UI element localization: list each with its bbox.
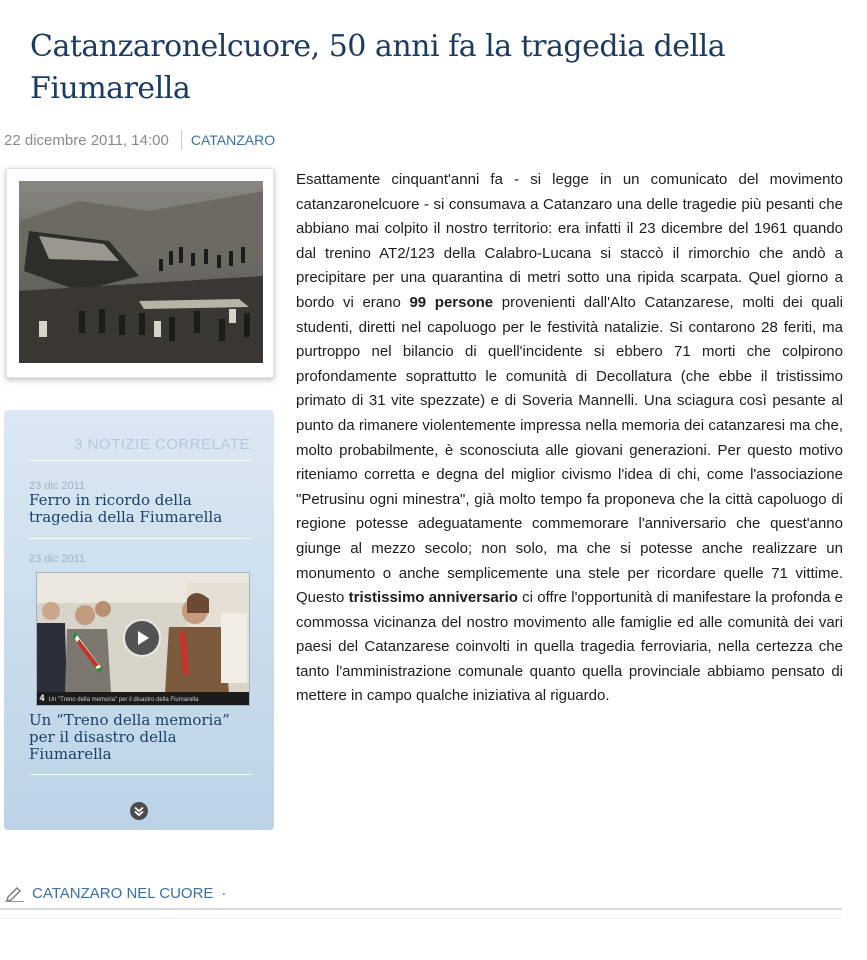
article-bold-text: 99 persone	[409, 293, 494, 311]
footer-divider	[0, 908, 842, 910]
tag-separator: ·	[221, 884, 227, 902]
article-text: Esattamente cinquant'anni fa - si legge in un comunicato del movimento catanzaronelcuore - si consumava a Catanzaro una delle tragedie più pesanti che abbiano mai colpito il nostro territorio: era infatti il 23 dicembre del 1961 quando dal trenino AT2/123 della Calabro-Lucana si staccò il rimorchio che andò a precipitare per una quarantina di metri sotto una ripida scarpata. Quel giorno a bordo vi erano	[296, 171, 843, 311]
related-item-date: 23 dic 2011	[29, 480, 86, 492]
meta-divider	[181, 130, 182, 150]
related-heading: 3 NOTIZIE CORRELATE	[74, 436, 250, 453]
category-link[interactable]: CATANZARO	[190, 132, 276, 148]
related-item-date: 23 dic 2011	[29, 553, 86, 565]
tag-link[interactable]: CATANZARO NEL CUORE	[32, 884, 214, 902]
article-text: ci offre l'opportunità di manifestare la profonda e commossa vicinanza del nostro movimento alle famiglie ed alle comunità dei vari paesi del Catanzarese coinvolti in quella tragedia ferroviaria, nella certezza che tanto l'amministrazione comunale quanto quella provinciale abbiamo pensato di mettere in campo qualche iniziativa al riguardo.	[296, 589, 843, 705]
video-caption-text: Un "Treno della memoria" per il disastro della Fiumarella	[48, 697, 199, 703]
article-bold-text: tristissimo anniversario	[348, 589, 518, 607]
related-divider	[29, 538, 252, 539]
play-icon[interactable]	[123, 619, 161, 657]
accident-photo-image	[19, 181, 263, 363]
footer-divider	[0, 918, 842, 919]
related-item-link[interactable]: Ferro in ricordo della tragedia della Fiumarella	[29, 491, 223, 526]
related-news-box	[4, 410, 274, 830]
related-video-thumbnail[interactable]	[36, 572, 250, 706]
article-body	[296, 168, 843, 709]
article-photo-frame	[6, 168, 274, 378]
related-divider	[29, 774, 252, 775]
article-photo	[19, 181, 263, 363]
related-item-link[interactable]: Un “Treno della memoria” per il disastro della Fiumarella	[29, 711, 230, 763]
related-divider	[29, 460, 252, 461]
article-title: Catanzaronelcuore, 50 anni fa la tragedia della Fiumarella	[30, 29, 726, 106]
pencil-icon	[4, 884, 26, 902]
video-caption-bar	[37, 692, 249, 705]
tag-row	[4, 884, 226, 902]
article-meta	[4, 130, 275, 150]
article-date: 22 dicembre 2011, 14:00	[4, 131, 169, 149]
article-text: provenienti dall'Alto Catanzarese, molti dei quali studenti, diretti nel capoluogo per le festività natalizie. Si contarono 28 feriti, ma purtroppo nel bilancio di quell'incidente si ebbero 71 morti che colpirono profondamente soprattutto le comunità di Decollatura (che ebbe il tristissimo primato di 31 vite spezzate) e di Soveria Mannelli. Una sciagura così pesante al punto da rimanere violentemente impressa nella memoria dei catanzaresi ma che, molto probabilmente, è sconosciuta alle giovani generazioni. Per questo motivo riteniamo corretta e degna del miglior civismo l'idea di chi, come l'associazione "Petrusinu ogni minestra", già molto tempo fa proponeva che la città capoluogo di regione potesse adeguatamente commemorare l'anniversario che quest'anno giunge al mezzo secolo; non solo, ma che si potesse anche realizzare un monumento o anche semplicemente una stele per ricordare quelle 71 vittime. Questo	[296, 293, 843, 607]
chevron-down-circle-icon[interactable]	[130, 802, 148, 820]
video-caption-number: 4	[39, 693, 45, 703]
